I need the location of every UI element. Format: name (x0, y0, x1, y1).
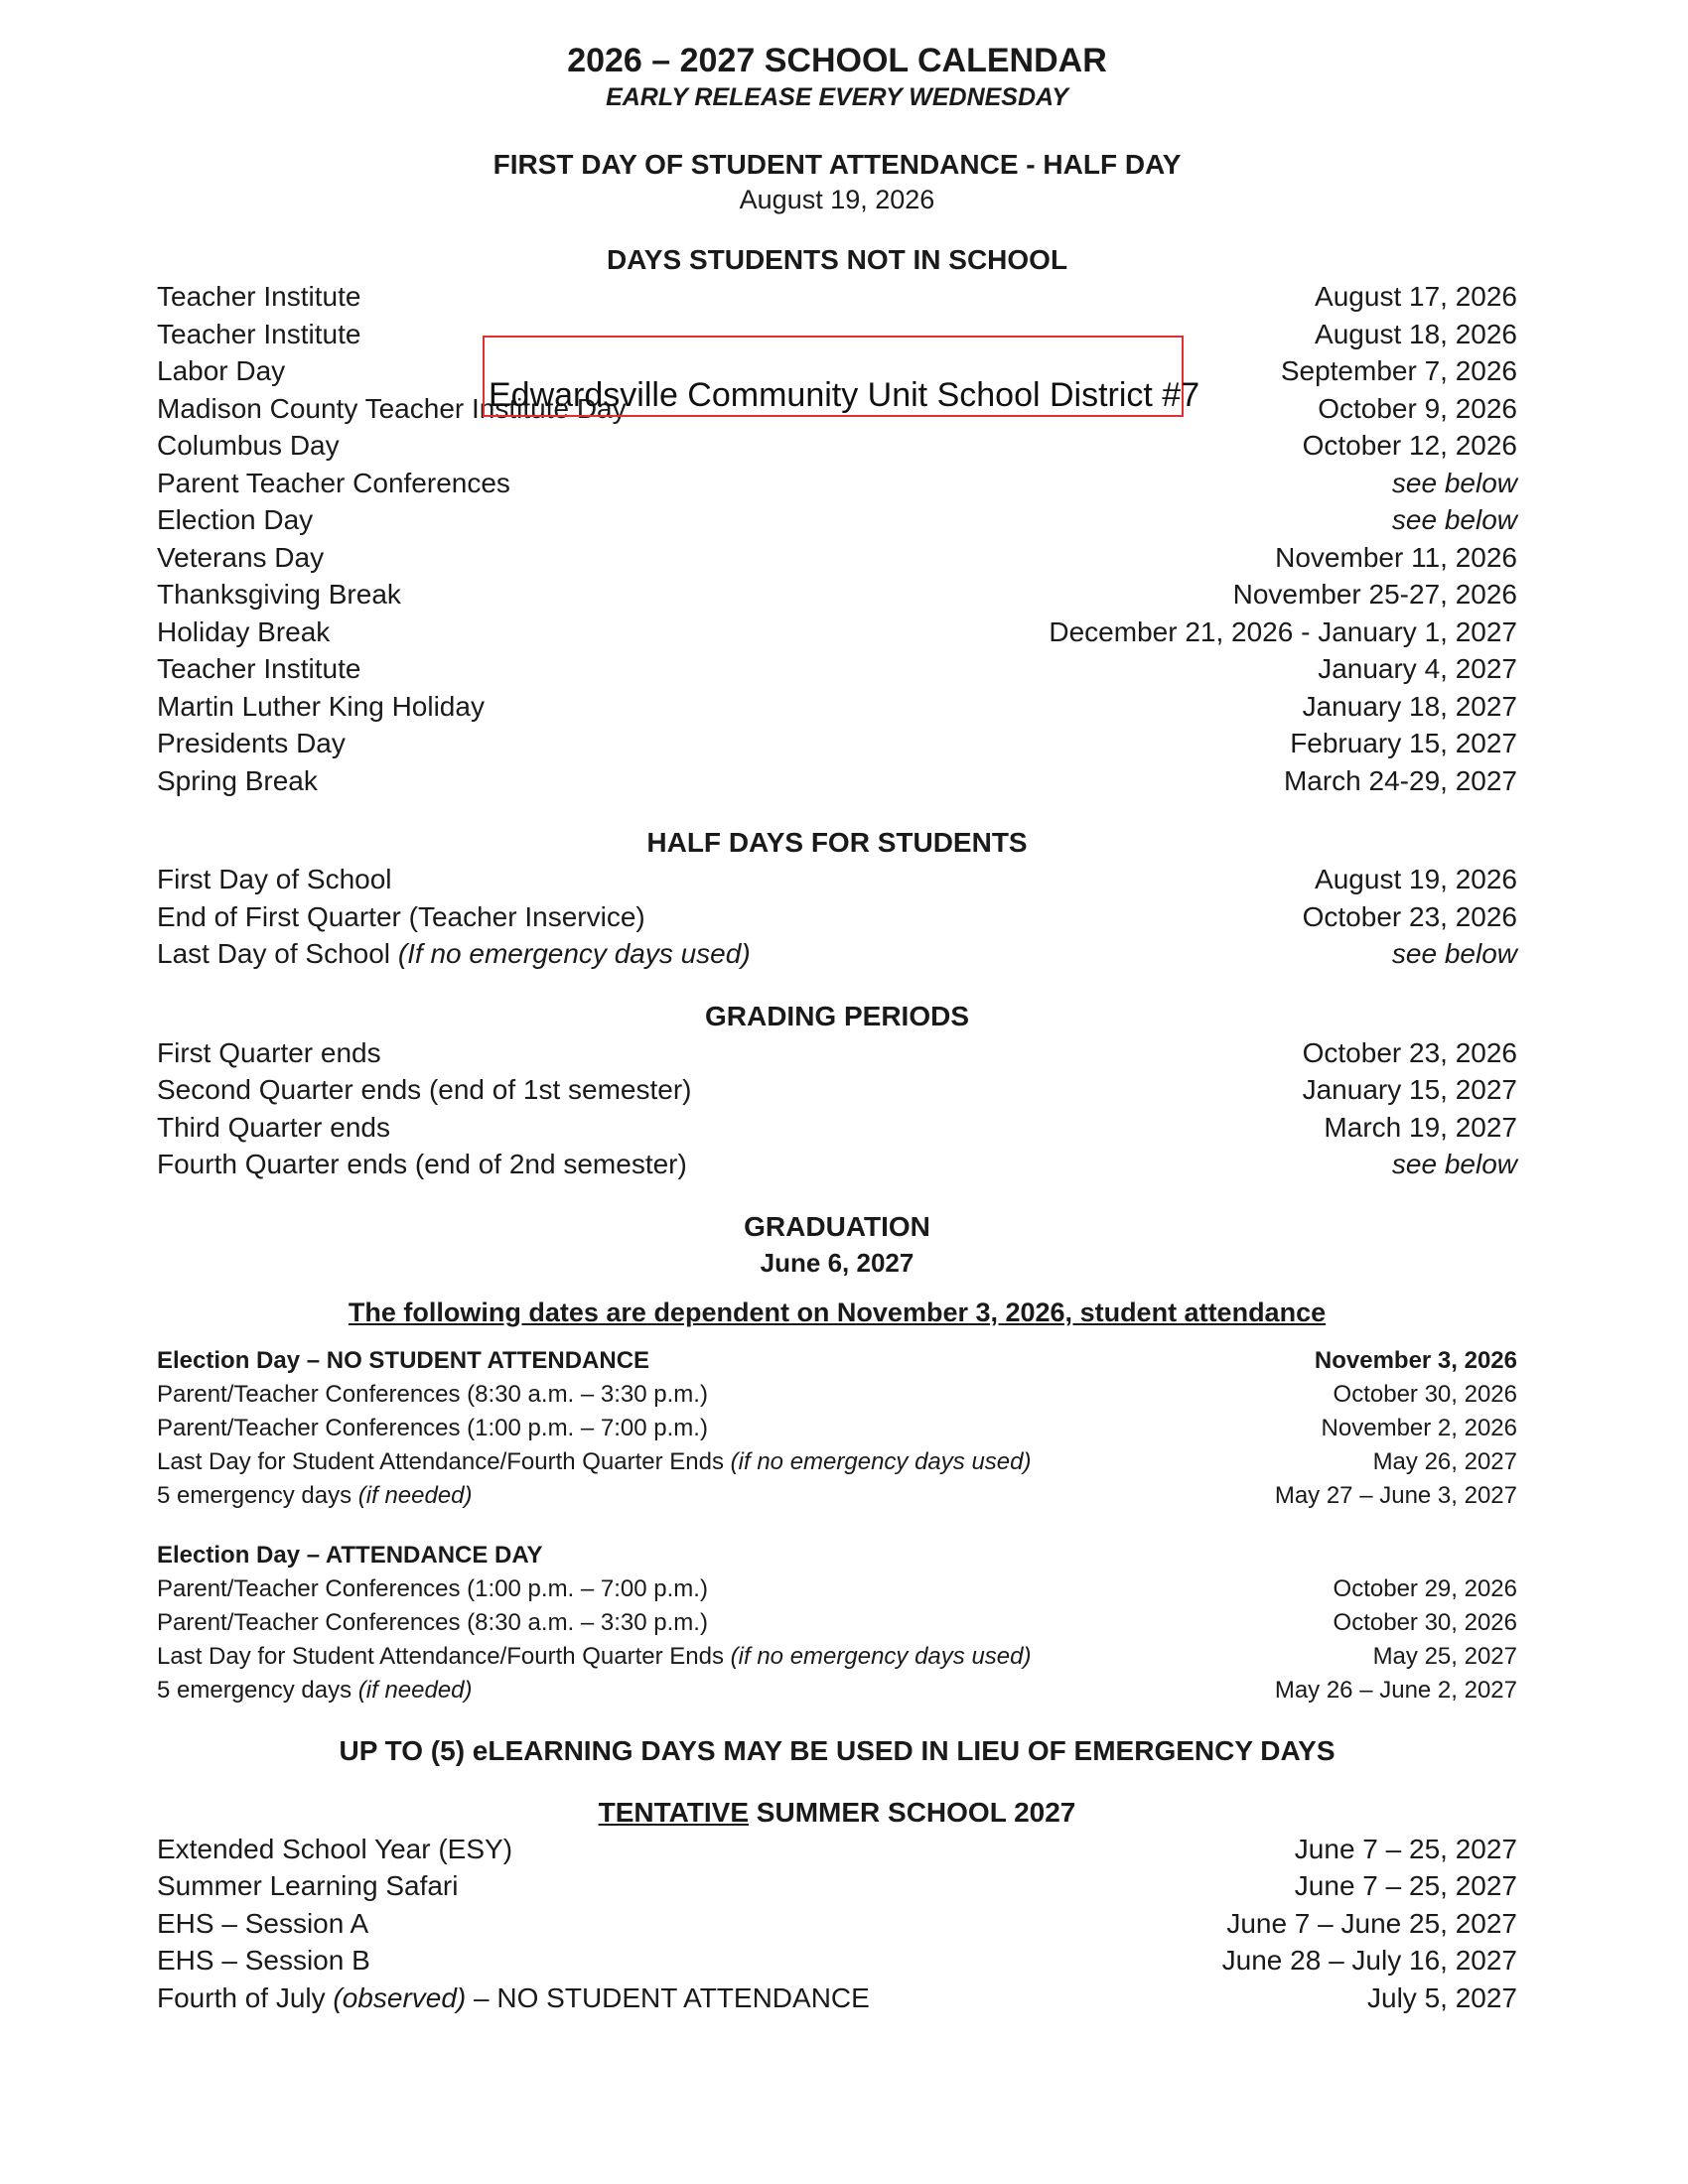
row-date: August 17, 2026 (1315, 281, 1517, 312)
row-label: Teacher Institute (157, 281, 361, 312)
grading-list (157, 1034, 1517, 1183)
row-date: May 25, 2027 (1372, 1642, 1517, 1670)
row-label-group (157, 725, 346, 762)
row-date: October 12, 2026 (1302, 430, 1517, 461)
row-tail: – NO STUDENT ATTENDANCE (466, 1981, 870, 2013)
row-note: (if needed) (357, 1481, 473, 1509)
row-label: 5 emergency days (157, 1481, 352, 1509)
row-label: End of First Quarter (Teacher Inservice) (157, 900, 645, 932)
summer-heading-rest: SUMMER SCHOOL 2027 (749, 1796, 1076, 1828)
row-label-group (157, 861, 392, 898)
list-row (157, 1867, 1517, 1905)
row-date: see below (1391, 467, 1517, 498)
list-row (157, 539, 1517, 577)
row-date: October 30, 2026 (1333, 1608, 1517, 1636)
row-label-group (157, 1905, 368, 1943)
row-note: (If no emergency days used) (397, 938, 751, 969)
row-label-group (157, 1034, 381, 1072)
no-attendance-list (157, 1378, 1517, 1513)
row-date: March 19, 2027 (1324, 1111, 1517, 1143)
row-date: October 30, 2026 (1333, 1380, 1517, 1408)
row-label-group (157, 576, 401, 614)
no-attendance-heading: Election Day – NO STUDENT ATTENDANCE (157, 1346, 650, 1374)
row-date: February 15, 2027 (1290, 728, 1517, 758)
row-label-group (157, 898, 645, 936)
row-label: EHS – Session A (157, 1907, 369, 1939)
row-label: Veterans Day (157, 541, 325, 573)
district-label-box (483, 336, 1200, 417)
row-label: Madison County Teacher Institute Day (157, 392, 627, 424)
elearning-notice: UP TO (5) eLEARNING DAYS MAY BE USED IN LIEU OF EMERGENCY DAYS (339, 1734, 1336, 1766)
row-label: Spring Break (157, 764, 318, 796)
row-label: Columbus Day (157, 430, 340, 461)
row-date: June 7 – June 25, 2027 (1226, 1907, 1517, 1939)
row-date: December 21, 2026 - January 1, 2027 (1049, 615, 1517, 647)
district-label: Edwardsville Community Unit School District #7 (489, 376, 1200, 414)
row-date: August 18, 2026 (1315, 318, 1517, 349)
row-label: Teacher Institute (157, 653, 361, 684)
row-date: November 25-27, 2026 (1232, 579, 1517, 610)
row-note: (if no emergency days used) (730, 1642, 1032, 1670)
page-subtitle: EARLY RELEASE EVERY WEDNESDAY (606, 83, 1068, 111)
row-date: June 7 – 25, 2027 (1294, 1870, 1517, 1901)
row-label: Parent Teacher Conferences (157, 467, 510, 498)
row-label: Holiday Break (157, 615, 331, 647)
row-label: Last Day for Student Attendance/Fourth Quarter Ends (157, 1447, 724, 1475)
row-label: Martin Luther King Holiday (157, 690, 485, 722)
attendance-heading: Election Day – ATTENDANCE DAY (157, 1541, 543, 1569)
list-row (157, 1674, 1517, 1707)
row-label-group (157, 352, 285, 390)
row-label: Parent/Teacher Conferences (1:00 p.m. – 7:00 p.m.) (157, 1574, 708, 1602)
list-row (157, 427, 1517, 465)
not-in-school-heading: DAYS STUDENTS NOT IN SCHOOL (606, 244, 1068, 275)
list-row (157, 1905, 1517, 1943)
row-note: (observed) (333, 1981, 467, 2013)
attendance-heading-row (157, 1539, 1517, 1572)
list-row (157, 1640, 1517, 1674)
row-note: (if no emergency days used) (730, 1447, 1032, 1475)
row-label: Third Quarter ends (157, 1111, 390, 1143)
row-label-group (157, 1979, 870, 2017)
list-row (157, 1378, 1517, 1412)
row-date: March 24-29, 2027 (1283, 764, 1517, 796)
row-label-group (157, 427, 340, 465)
half-days-heading: HALF DAYS FOR STUDENTS (646, 827, 1028, 858)
no-attendance-heading-row (157, 1344, 1517, 1378)
list-row (157, 1034, 1517, 1072)
row-label: Parent/Teacher Conferences (1:00 p.m. – 7:00 p.m.) (157, 1414, 708, 1441)
row-label-group (157, 1606, 708, 1640)
row-label-group (157, 1479, 473, 1513)
first-day-date: August 19, 2026 (739, 185, 935, 214)
list-row (157, 935, 1517, 973)
row-label: EHS – Session B (157, 1945, 370, 1976)
list-row (157, 278, 1517, 316)
row-date: July 5, 2027 (1367, 1981, 1517, 2013)
list-row (157, 501, 1517, 539)
list-row (157, 1942, 1517, 1979)
row-label: Last Day of School (157, 938, 391, 969)
row-label-group (157, 1640, 1031, 1674)
graduation-heading: GRADUATION (744, 1210, 930, 1242)
row-label: Labor Day (157, 355, 286, 386)
list-row (157, 898, 1517, 936)
row-date: June 7 – 25, 2027 (1294, 1833, 1517, 1864)
row-label: Teacher Institute (157, 318, 361, 349)
row-label-group (157, 1572, 708, 1606)
list-row (157, 1606, 1517, 1640)
row-label-group (157, 1378, 708, 1412)
row-label-group (157, 278, 360, 316)
row-label: Parent/Teacher Conferences (8:30 a.m. – 3:30 p.m.) (157, 1380, 708, 1408)
row-date: January 4, 2027 (1318, 653, 1517, 684)
row-label-group (157, 465, 510, 502)
list-row (157, 650, 1517, 688)
row-date: June 28 – July 16, 2027 (1221, 1945, 1517, 1976)
first-day-heading: FIRST DAY OF STUDENT ATTENDANCE - HALF DAY (492, 149, 1182, 180)
row-date: October 23, 2026 (1302, 900, 1517, 932)
no-attendance-heading-date: November 3, 2026 (1314, 1346, 1517, 1374)
page-title: 2026 – 2027 SCHOOL CALENDAR (567, 42, 1107, 79)
row-label: Election Day (157, 504, 314, 535)
summer-heading-tentative: TENTATIVE (598, 1796, 750, 1828)
row-date: October 9, 2026 (1318, 392, 1517, 424)
row-label-group (157, 501, 313, 539)
list-row (157, 725, 1517, 762)
row-label: First Quarter ends (157, 1036, 381, 1068)
row-label-group (157, 1674, 473, 1707)
row-label-group (157, 688, 485, 726)
grading-heading: GRADING PERIODS (704, 1000, 970, 1031)
list-row (157, 1071, 1517, 1109)
row-label: Second Quarter ends (end of 1st semester) (157, 1074, 692, 1105)
list-row (157, 1479, 1517, 1513)
row-label-group (157, 1146, 687, 1183)
row-label-group (157, 1412, 708, 1445)
list-row (157, 576, 1517, 614)
list-row (157, 1146, 1517, 1183)
row-label: Fourth of July (157, 1981, 334, 2013)
row-label: Last Day for Student Attendance/Fourth Quarter Ends (157, 1642, 724, 1670)
row-date: see below (1391, 938, 1517, 969)
row-label: Thanksgiving Break (157, 579, 401, 610)
row-label: Presidents Day (157, 728, 346, 758)
row-label: First Day of School (157, 864, 392, 894)
row-date: October 29, 2026 (1333, 1574, 1517, 1602)
list-row (157, 1979, 1517, 2017)
row-date: May 27 – June 3, 2027 (1274, 1481, 1517, 1509)
list-row (157, 1412, 1517, 1445)
list-row (157, 688, 1517, 726)
graduation-date: June 6, 2027 (760, 1247, 914, 1278)
list-row (157, 1831, 1517, 1868)
row-label-group (157, 1071, 692, 1109)
row-date: August 19, 2026 (1315, 864, 1517, 894)
row-date: January 15, 2027 (1302, 1074, 1517, 1105)
list-row (157, 614, 1517, 651)
row-date: November 11, 2026 (1275, 541, 1517, 573)
row-label: Fourth Quarter ends (end of 2nd semester) (157, 1149, 687, 1179)
row-label-group (157, 1109, 390, 1147)
row-label-group (157, 762, 318, 800)
row-label: Summer Learning Safari (157, 1870, 459, 1901)
row-label: 5 emergency days (157, 1676, 352, 1704)
row-date: see below (1391, 1149, 1517, 1179)
row-label-group (157, 1831, 512, 1868)
summer-list (157, 1831, 1517, 2017)
list-row (157, 1445, 1517, 1479)
row-label-group (157, 935, 751, 973)
summer-heading (157, 1795, 1517, 1831)
half-days-list (157, 861, 1517, 973)
row-label: Extended School Year (ESY) (157, 1833, 513, 1864)
row-date: November 2, 2026 (1321, 1414, 1517, 1441)
row-note: (if needed) (357, 1676, 473, 1704)
row-label: Parent/Teacher Conferences (8:30 a.m. – 3:30 p.m.) (157, 1608, 708, 1636)
row-date: January 18, 2027 (1302, 690, 1517, 722)
row-date: October 23, 2026 (1302, 1036, 1517, 1068)
list-row (157, 861, 1517, 898)
dependent-heading: The following dates are dependent on November 3, 2026, student attendance (348, 1297, 1327, 1327)
row-label-group (157, 316, 360, 353)
row-date: May 26 – June 2, 2027 (1274, 1676, 1517, 1704)
row-label-group (157, 614, 330, 651)
row-label-group (157, 1942, 370, 1979)
row-label-group (157, 539, 324, 577)
row-date: May 26, 2027 (1372, 1447, 1517, 1475)
list-row (157, 465, 1517, 502)
list-row (157, 1109, 1517, 1147)
list-row (157, 1572, 1517, 1606)
list-row (157, 762, 1517, 800)
attendance-list (157, 1572, 1517, 1707)
row-date: September 7, 2026 (1280, 355, 1517, 386)
row-label-group (157, 1867, 458, 1905)
row-label-group (157, 650, 360, 688)
row-date: see below (1391, 504, 1517, 535)
row-label-group (157, 1445, 1031, 1479)
